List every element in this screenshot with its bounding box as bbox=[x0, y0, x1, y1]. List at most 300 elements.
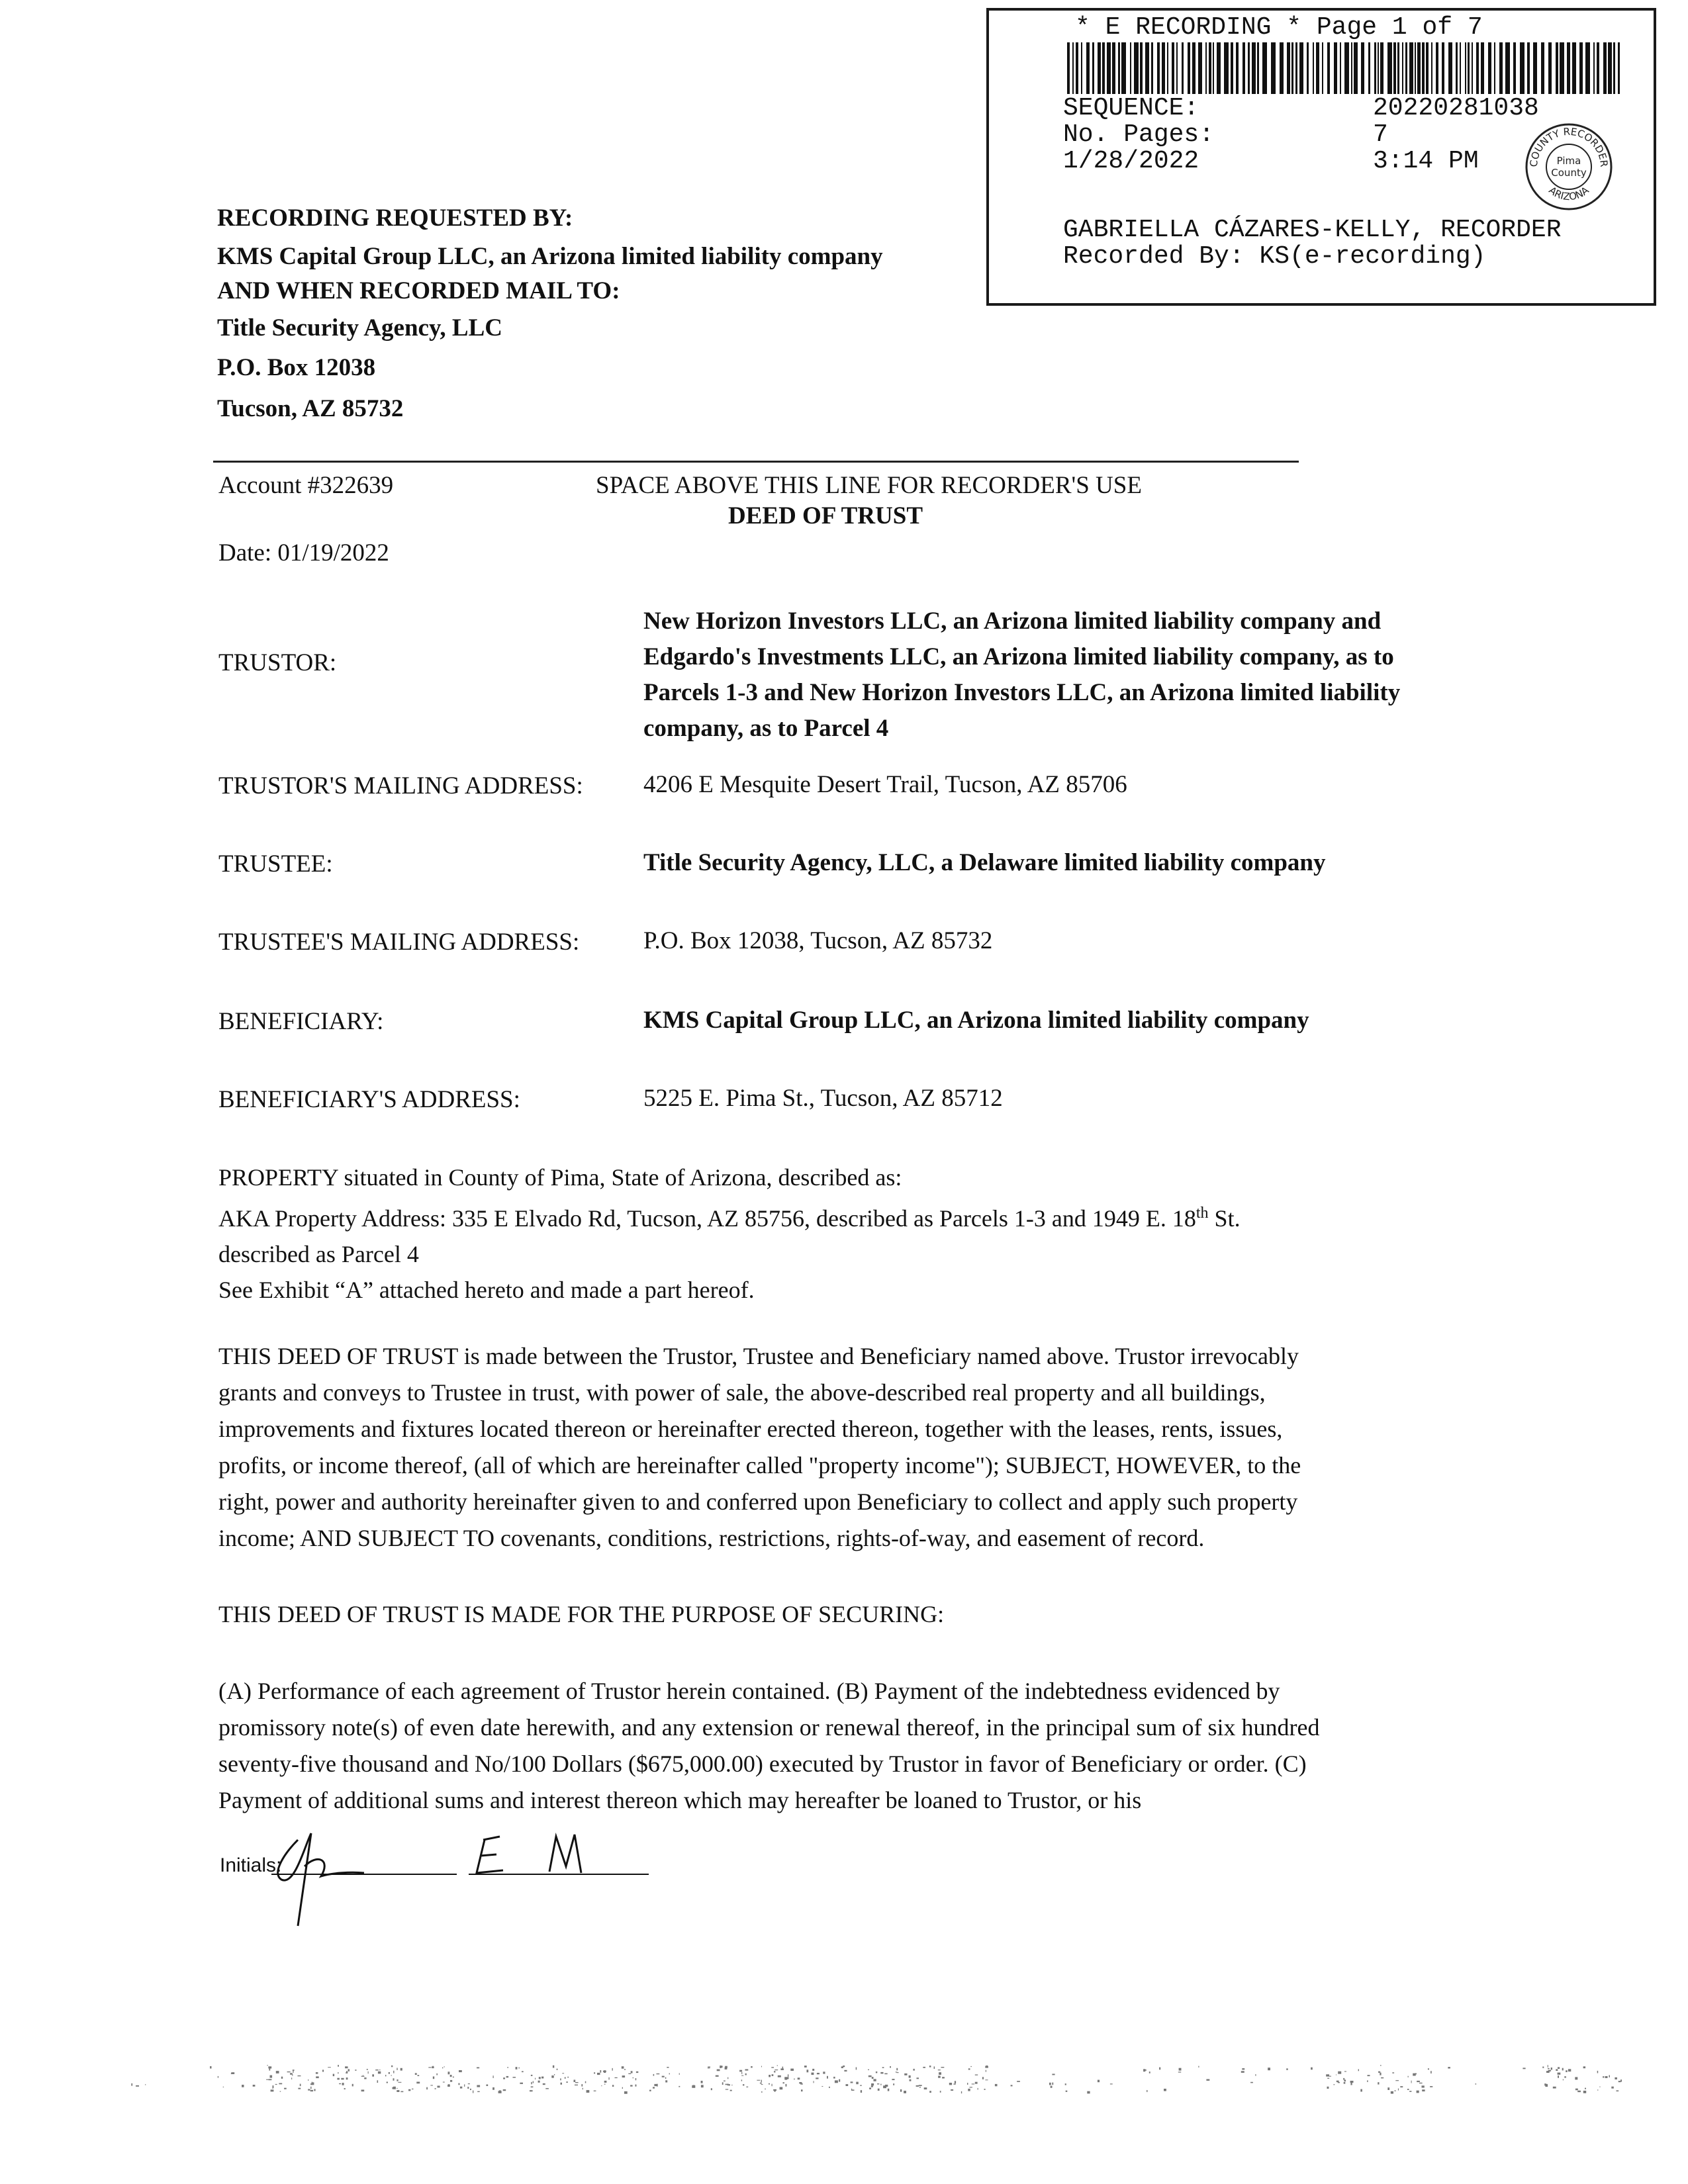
property-line-4: See Exhibit “A” attached hereto and made a part hereof. bbox=[218, 1277, 755, 1303]
scan-speck bbox=[513, 2077, 516, 2078]
scan-speck bbox=[531, 2082, 532, 2084]
scan-speck bbox=[622, 2087, 623, 2089]
barcode-bar bbox=[1145, 42, 1149, 94]
scan-speck bbox=[210, 2066, 211, 2069]
scan-speck bbox=[761, 2066, 762, 2068]
scan-speck bbox=[924, 2087, 927, 2089]
scan-speck bbox=[298, 2088, 301, 2089]
scan-speck bbox=[679, 2086, 680, 2087]
mail-to-label: AND WHEN RECORDED MAIL TO: bbox=[217, 277, 620, 304]
barcode-bar bbox=[1252, 42, 1256, 94]
scan-speck bbox=[242, 2085, 244, 2087]
scan-speck bbox=[1051, 2086, 1053, 2088]
scan-speck bbox=[910, 2079, 912, 2081]
mail-to-address1: P.O. Box 12038 bbox=[217, 354, 376, 381]
sequence-label: SEQUENCE: bbox=[1063, 94, 1199, 122]
barcode-bar bbox=[1327, 42, 1330, 94]
mail-to-address2: Tucson, AZ 85732 bbox=[217, 395, 404, 422]
scan-speck bbox=[874, 2079, 876, 2081]
scan-speck bbox=[851, 2081, 853, 2083]
barcode-bar bbox=[1415, 42, 1416, 94]
barcode-bar bbox=[1224, 42, 1229, 94]
scan-speck bbox=[622, 2075, 626, 2077]
scan-speck bbox=[612, 2068, 613, 2071]
barcode-bar bbox=[1368, 42, 1370, 94]
scan-speck bbox=[477, 2068, 479, 2069]
scan-speck bbox=[543, 2083, 545, 2085]
scan-speck bbox=[774, 2071, 775, 2072]
scan-speck bbox=[314, 2089, 315, 2091]
scan-speck bbox=[1242, 2068, 1244, 2070]
document-date: Date: 01/19/2022 bbox=[218, 539, 389, 567]
scan-speck bbox=[772, 2074, 774, 2076]
scan-speck bbox=[391, 2075, 393, 2076]
barcode-bar bbox=[1513, 42, 1516, 94]
scan-speck bbox=[560, 2078, 561, 2080]
scan-speck bbox=[909, 2075, 911, 2078]
barcode-bar bbox=[1295, 42, 1297, 94]
scan-speck bbox=[929, 2091, 931, 2093]
scan-speck bbox=[1417, 2091, 1419, 2093]
scan-speck bbox=[492, 2087, 494, 2090]
scan-speck bbox=[1568, 2069, 1571, 2071]
scan-speck bbox=[783, 2082, 784, 2083]
scan-speck bbox=[345, 2066, 348, 2068]
scan-speck bbox=[269, 2079, 272, 2080]
scan-speck bbox=[1415, 2073, 1417, 2075]
scan-speck bbox=[346, 2077, 348, 2079]
barcode-bar bbox=[1585, 42, 1590, 94]
scan-speck bbox=[1408, 2076, 1409, 2077]
scan-speck bbox=[1400, 2086, 1403, 2087]
scan-speck bbox=[1268, 2068, 1270, 2070]
scan-speck bbox=[1159, 2068, 1160, 2070]
scan-speck bbox=[316, 2072, 318, 2074]
trustee-address-label: TRUSTEE'S MAILING ADDRESS: bbox=[218, 929, 580, 956]
barcode-bar bbox=[1188, 42, 1190, 94]
barcode-bar bbox=[1291, 42, 1293, 94]
scan-speck bbox=[1311, 2068, 1313, 2070]
scan-speck bbox=[1198, 2066, 1199, 2068]
scan-speck bbox=[377, 2080, 379, 2083]
scan-speck bbox=[1618, 2081, 1621, 2082]
scan-speck bbox=[554, 2074, 555, 2075]
scan-speck bbox=[786, 2084, 787, 2087]
barcode-bar bbox=[1405, 42, 1407, 94]
scan-speck bbox=[397, 2090, 399, 2092]
scan-speck bbox=[777, 2065, 778, 2066]
scan-speck bbox=[939, 2072, 941, 2075]
trustor-address: 4206 E Mesquite Desert Trail, Tucson, AZ 85706 bbox=[643, 771, 1127, 798]
scan-speck bbox=[929, 2066, 931, 2068]
scan-speck bbox=[433, 2077, 434, 2079]
trustor-line: Parcels 1-3 and New Horizon Investors LLC, an Arizona limited liability bbox=[643, 679, 1401, 706]
scan-speck bbox=[280, 2091, 281, 2092]
scan-speck bbox=[458, 2083, 459, 2085]
barcode-bar bbox=[1603, 42, 1607, 94]
barcode-bar bbox=[1271, 42, 1276, 94]
barcode-bar bbox=[1456, 42, 1458, 94]
scan-speck bbox=[657, 2084, 658, 2087]
scan-speck bbox=[1250, 2082, 1253, 2083]
barcode-bar bbox=[1541, 42, 1544, 94]
scan-speck bbox=[816, 2077, 818, 2079]
barcode-bar bbox=[1533, 42, 1537, 94]
barcode-bar bbox=[1340, 42, 1341, 94]
scan-speck bbox=[972, 2083, 974, 2084]
scan-speck bbox=[1583, 2066, 1586, 2068]
scan-speck bbox=[338, 2072, 339, 2073]
barcode-bar bbox=[1182, 42, 1184, 94]
pages-label: No. Pages: bbox=[1063, 120, 1215, 149]
scan-speck bbox=[827, 2076, 828, 2079]
barcode-bar bbox=[1618, 42, 1620, 94]
scan-speck bbox=[951, 2089, 953, 2091]
seal-center-1: Pima bbox=[1556, 155, 1581, 167]
scan-speck bbox=[266, 2079, 268, 2080]
scan-speck bbox=[665, 2077, 666, 2079]
scan-speck bbox=[1448, 2067, 1450, 2068]
property-address-tail: St. bbox=[1208, 1205, 1241, 1232]
barcode-bar bbox=[1378, 42, 1379, 94]
scan-speck bbox=[934, 2066, 935, 2069]
scan-speck bbox=[821, 2086, 823, 2087]
scan-speck bbox=[1206, 2079, 1209, 2081]
scan-speck bbox=[378, 2071, 381, 2074]
barcode-bar bbox=[1280, 42, 1284, 94]
scan-speck bbox=[1358, 2070, 1359, 2071]
barcode-bar bbox=[1322, 42, 1323, 94]
scan-speck bbox=[400, 2068, 402, 2071]
scan-speck bbox=[799, 2082, 802, 2084]
scan-speck bbox=[372, 2074, 374, 2076]
scan-speck bbox=[447, 2085, 450, 2087]
scan-speck bbox=[730, 2090, 732, 2091]
scan-speck bbox=[1558, 2073, 1561, 2075]
barcode-bar bbox=[1488, 42, 1491, 94]
scan-speck bbox=[995, 2084, 998, 2086]
scan-speck bbox=[1143, 2069, 1145, 2071]
scan-speck bbox=[1338, 2082, 1340, 2083]
scan-speck bbox=[1367, 2080, 1368, 2082]
scan-speck bbox=[355, 2070, 356, 2071]
scan-speck bbox=[418, 2075, 420, 2076]
scan-speck bbox=[131, 2083, 132, 2086]
scan-speck bbox=[322, 2070, 324, 2071]
scan-speck bbox=[1392, 2072, 1394, 2073]
barcode-bar bbox=[1417, 42, 1421, 94]
securing-paragraph bbox=[218, 1673, 1463, 1819]
scan-speck bbox=[541, 2077, 543, 2079]
scan-speck bbox=[1564, 2076, 1566, 2077]
barcode-bar bbox=[1374, 42, 1376, 94]
scan-speck bbox=[982, 2077, 984, 2079]
scan-speck bbox=[877, 2083, 879, 2084]
recorder-name: GABRIELLA CÁZARES-KELLY, RECORDER bbox=[1063, 216, 1562, 244]
scan-speck bbox=[835, 2080, 838, 2083]
scan-speck bbox=[624, 2069, 626, 2070]
scan-speck bbox=[636, 2071, 638, 2073]
scan-speck bbox=[1430, 2086, 1432, 2087]
scan-speck bbox=[393, 2078, 395, 2081]
barcode-bar bbox=[1448, 42, 1452, 94]
scan-speck bbox=[530, 2090, 533, 2091]
scan-speck bbox=[745, 2073, 747, 2075]
scan-speck bbox=[398, 2082, 401, 2083]
scan-speck bbox=[1597, 2089, 1598, 2090]
trustor-line: New Horizon Investors LLC, an Arizona limited liability company and bbox=[643, 608, 1382, 635]
scan-speck bbox=[807, 2070, 809, 2072]
record-time: 3:14 PM bbox=[1373, 147, 1479, 175]
scan-speck bbox=[444, 2066, 445, 2067]
scan-speck bbox=[300, 2084, 301, 2087]
beneficiary: KMS Capital Group LLC, an Arizona limited liability company bbox=[643, 1007, 1309, 1034]
scan-speck bbox=[885, 2085, 888, 2087]
recorder-use-label: SPACE ABOVE THIS LINE FOR RECORDER'S USE bbox=[596, 472, 1142, 499]
scan-speck bbox=[1411, 2081, 1412, 2083]
scan-speck bbox=[352, 2084, 353, 2087]
scan-speck bbox=[310, 2087, 311, 2089]
scan-speck bbox=[938, 2076, 941, 2078]
scan-speck bbox=[1378, 2082, 1379, 2084]
scan-speck bbox=[896, 2071, 898, 2072]
requested-by: KMS Capital Group LLC, an Arizona limited liability company bbox=[217, 243, 883, 270]
scan-speck bbox=[722, 2066, 723, 2068]
scan-speck bbox=[281, 2077, 283, 2079]
purpose-heading: THIS DEED OF TRUST IS MADE FOR THE PURPOSE OF SECURING: bbox=[218, 1601, 945, 1627]
scan-speck bbox=[940, 2091, 941, 2093]
barcode-bar bbox=[1112, 42, 1115, 94]
scan-speck bbox=[635, 2085, 637, 2087]
scan-speck bbox=[635, 2078, 637, 2080]
scan-speck bbox=[741, 2072, 742, 2074]
scan-speck bbox=[1164, 2089, 1166, 2091]
scan-speck bbox=[1563, 2079, 1564, 2081]
beneficiary-address: 5225 E. Pima St., Tucson, AZ 85712 bbox=[643, 1085, 1003, 1112]
scan-speck bbox=[1553, 2087, 1556, 2089]
scan-speck bbox=[464, 2084, 465, 2087]
scan-speck bbox=[460, 2087, 462, 2089]
scan-artifacts bbox=[99, 2058, 1622, 2098]
scan-speck bbox=[839, 2079, 840, 2082]
scan-speck bbox=[231, 2073, 232, 2074]
scan-speck bbox=[949, 2083, 952, 2085]
scan-speck bbox=[467, 2087, 469, 2089]
scan-speck bbox=[869, 2087, 871, 2089]
barcode-bar bbox=[1494, 42, 1495, 94]
scan-speck bbox=[342, 2083, 344, 2085]
barcode-bar bbox=[1465, 42, 1466, 94]
trustor-line: company, as to Parcel 4 bbox=[643, 715, 889, 742]
scan-speck bbox=[725, 2068, 727, 2070]
barcode-bar bbox=[1243, 42, 1245, 94]
scan-speck bbox=[136, 2085, 139, 2087]
scan-speck bbox=[1333, 2084, 1335, 2085]
property-line-2 bbox=[218, 1195, 1241, 1236]
scan-speck bbox=[1617, 2091, 1619, 2092]
scan-speck bbox=[631, 2071, 633, 2073]
scan-speck bbox=[1011, 2085, 1013, 2086]
scan-speck bbox=[829, 2087, 830, 2088]
scan-speck bbox=[348, 2069, 350, 2071]
barcode-bar bbox=[1613, 42, 1615, 94]
barcode-bar bbox=[1092, 42, 1094, 94]
stamp-header: * E RECORDING * Page 1 of 7 bbox=[1075, 13, 1483, 42]
paragraph-line: grants and conveys to Trustee in trust, with power of sale, the above-described real property and all buildings, bbox=[218, 1379, 1266, 1406]
scan-speck bbox=[1620, 2079, 1622, 2081]
scan-speck bbox=[628, 2073, 631, 2074]
scan-speck bbox=[1476, 2083, 1477, 2085]
barcode-bar bbox=[1072, 42, 1074, 94]
barcode-bar bbox=[1476, 42, 1479, 94]
scan-speck bbox=[1583, 2091, 1586, 2093]
scan-speck bbox=[701, 2081, 703, 2083]
scan-speck bbox=[400, 2091, 403, 2093]
scan-speck bbox=[553, 2066, 554, 2068]
scan-speck bbox=[393, 2071, 394, 2073]
barcode-bar bbox=[1313, 42, 1314, 94]
scan-speck bbox=[743, 2084, 744, 2085]
scan-speck bbox=[692, 2085, 694, 2087]
scan-speck bbox=[1380, 2073, 1381, 2075]
barcode-bar bbox=[1198, 42, 1202, 94]
scan-speck bbox=[1350, 2081, 1354, 2083]
svg-text:ARIZONA bbox=[1546, 184, 1591, 203]
county-recorder-seal-icon bbox=[1524, 122, 1614, 212]
barcode-bar bbox=[1140, 42, 1143, 94]
scan-speck bbox=[1603, 2076, 1604, 2077]
scan-speck bbox=[769, 2075, 771, 2077]
barcode-bar bbox=[1422, 42, 1425, 94]
scan-speck bbox=[1255, 2074, 1256, 2076]
property-line-1: PROPERTY situated in County of Pima, State of Arizona, described as: bbox=[218, 1164, 902, 1191]
barcode-bar bbox=[1593, 42, 1595, 94]
scan-speck bbox=[701, 2085, 704, 2087]
barcode bbox=[1067, 42, 1623, 94]
barcode-bar bbox=[1520, 42, 1524, 94]
scan-speck bbox=[653, 2074, 655, 2076]
scan-speck bbox=[780, 2087, 783, 2090]
scan-speck bbox=[284, 2088, 287, 2089]
scan-speck bbox=[435, 2088, 436, 2089]
scan-speck bbox=[774, 2090, 776, 2092]
scan-speck bbox=[649, 2090, 651, 2091]
scan-speck bbox=[375, 2070, 379, 2071]
scan-speck bbox=[1098, 2080, 1100, 2083]
record-date: 1/28/2022 bbox=[1063, 147, 1199, 175]
scan-speck bbox=[608, 2077, 609, 2080]
scan-speck bbox=[968, 2089, 970, 2091]
scan-speck bbox=[1562, 2068, 1564, 2071]
scan-speck bbox=[968, 2068, 970, 2070]
scan-speck bbox=[726, 2084, 728, 2085]
barcode-bar bbox=[1098, 42, 1101, 94]
scan-speck bbox=[339, 2083, 341, 2084]
scan-speck bbox=[888, 2089, 890, 2091]
scan-speck bbox=[1430, 2071, 1432, 2073]
scan-speck bbox=[812, 2069, 814, 2071]
scan-speck bbox=[269, 2068, 270, 2071]
scan-speck bbox=[279, 2083, 282, 2085]
requested-by-label: RECORDING REQUESTED BY: bbox=[217, 205, 573, 232]
scan-speck bbox=[415, 2073, 417, 2075]
paragraph-line: income; AND SUBJECT TO covenants, conditions, restrictions, rights-of-way, and easement of record. bbox=[218, 1525, 1205, 1551]
scan-speck bbox=[477, 2085, 480, 2087]
scan-speck bbox=[856, 2082, 859, 2085]
barcode-bar bbox=[1134, 42, 1139, 94]
barcode-bar bbox=[1257, 42, 1259, 94]
scan-speck bbox=[1049, 2083, 1051, 2085]
paragraph-line: THIS DEED OF TRUST is made between the Trustor, Trustee and Beneficiary named above. Trustor irrevocably bbox=[218, 1343, 1299, 1369]
scan-speck bbox=[1052, 2083, 1053, 2085]
scan-speck bbox=[341, 2078, 344, 2080]
scan-speck bbox=[955, 2081, 956, 2083]
scan-speck bbox=[565, 2077, 566, 2079]
scan-speck bbox=[871, 2085, 873, 2087]
scan-speck bbox=[856, 2068, 857, 2070]
scan-speck bbox=[667, 2067, 669, 2068]
scan-speck bbox=[551, 2075, 553, 2078]
barcode-bar bbox=[1351, 42, 1352, 94]
scan-speck bbox=[942, 2077, 945, 2078]
scan-speck bbox=[751, 2066, 753, 2068]
scan-speck bbox=[581, 2084, 583, 2087]
scan-speck bbox=[1241, 2071, 1244, 2073]
scan-speck bbox=[443, 2082, 445, 2083]
scan-speck bbox=[726, 2089, 728, 2090]
barcode-bar bbox=[1151, 42, 1153, 94]
scan-speck bbox=[310, 2090, 313, 2091]
scan-speck bbox=[601, 2085, 602, 2086]
scan-speck bbox=[1052, 2074, 1055, 2075]
scan-speck bbox=[790, 2069, 794, 2071]
scan-speck bbox=[1428, 2068, 1429, 2070]
scan-speck bbox=[1597, 2071, 1599, 2073]
grant-paragraph bbox=[218, 1338, 1463, 1557]
scan-speck bbox=[882, 2067, 884, 2068]
barcode-bar bbox=[1387, 42, 1392, 94]
scan-speck bbox=[985, 2066, 988, 2068]
scan-speck bbox=[727, 2077, 728, 2079]
sequence-value: 20220281038 bbox=[1373, 94, 1539, 122]
scan-speck bbox=[919, 2085, 922, 2086]
scan-speck bbox=[1615, 2077, 1617, 2079]
scan-speck bbox=[231, 2072, 234, 2074]
scan-speck bbox=[416, 2082, 420, 2084]
scan-speck bbox=[368, 2071, 369, 2074]
scan-speck bbox=[961, 2091, 962, 2093]
scan-speck bbox=[1087, 2091, 1090, 2094]
scan-speck bbox=[1381, 2077, 1383, 2079]
scan-speck bbox=[432, 2066, 434, 2068]
scan-speck bbox=[872, 2077, 874, 2079]
scan-speck bbox=[448, 2071, 450, 2074]
barcode-bar bbox=[1431, 42, 1432, 94]
scan-speck bbox=[312, 2082, 313, 2085]
scan-speck bbox=[519, 2068, 520, 2069]
scan-speck bbox=[880, 2072, 883, 2074]
scan-speck bbox=[275, 2084, 277, 2085]
scan-speck bbox=[408, 2089, 410, 2091]
scan-speck bbox=[722, 2082, 724, 2085]
beneficiary-label: BENEFICIARY: bbox=[218, 1008, 384, 1035]
barcode-bar bbox=[1393, 42, 1396, 94]
barcode-bar bbox=[1217, 42, 1221, 94]
scan-speck bbox=[604, 2081, 607, 2083]
paragraph-line: profits, or income thereof, (all of which are hereinafter called "property income"); SUBJECT, HOWEVER, to the bbox=[218, 1452, 1301, 1479]
scan-speck bbox=[896, 2068, 898, 2071]
scan-speck bbox=[851, 2089, 855, 2091]
